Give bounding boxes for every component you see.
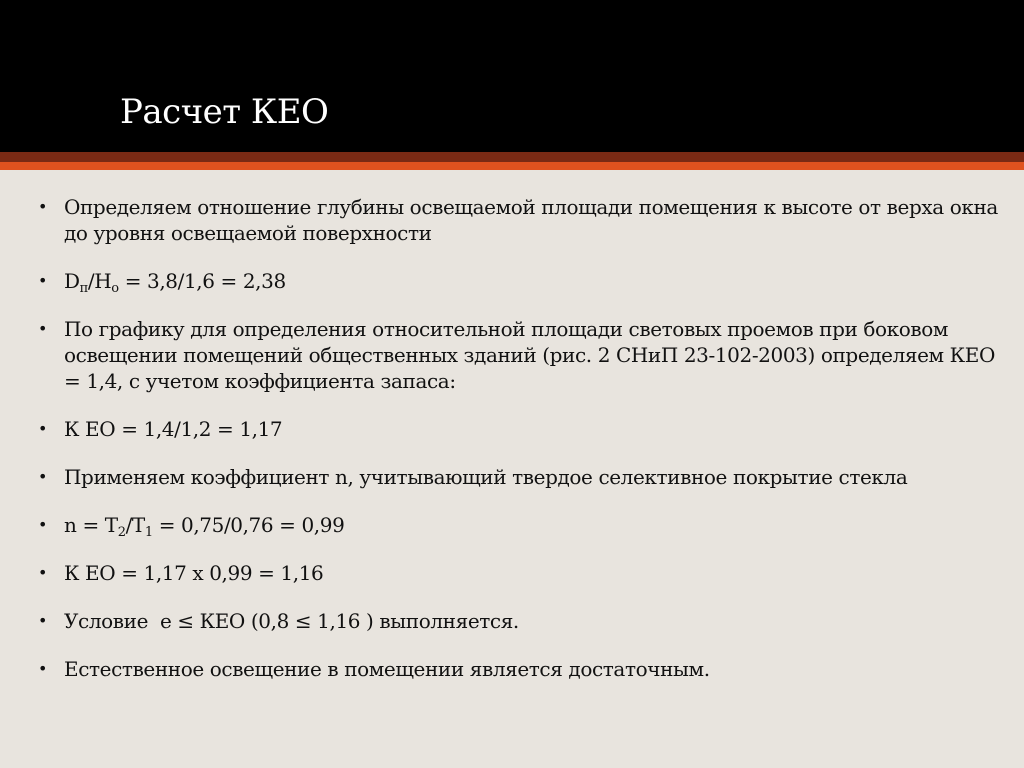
item-text: К ЕО = 1,4/1,2 = 1,17	[64, 417, 283, 441]
item-text: Естественное освещение в помещении является достаточным.	[64, 657, 710, 681]
bullet-icon: •	[38, 319, 48, 338]
bullet-icon: •	[38, 271, 48, 290]
header-accent-stripe-orange	[0, 162, 1024, 170]
formula-t1: /T	[125, 513, 145, 537]
bullet-icon: •	[38, 515, 48, 534]
list-item	[38, 194, 998, 246]
formula-result: = 0,75/0,76 = 0,99	[152, 513, 345, 537]
list-item	[38, 560, 998, 586]
formula-n: n = T	[64, 513, 118, 537]
item-text: Условие е ≤ КЕО (0,8 ≤ 1,16 ) выполняется.	[64, 609, 519, 633]
list-item	[38, 464, 998, 490]
list-item	[38, 512, 998, 538]
bullet-icon: •	[38, 419, 48, 438]
slide-title: Расчет КЕО	[120, 92, 329, 132]
bullet-icon: •	[38, 659, 48, 678]
bullet-list	[38, 194, 998, 704]
formula-t2-subscript: 2	[117, 525, 126, 540]
bullet-icon: •	[38, 197, 48, 216]
item-text: К ЕО = 1,17 х 0,99 = 1,16	[64, 561, 324, 585]
list-item	[38, 608, 998, 634]
header-accent-stripe-dark	[0, 152, 1024, 162]
formula-result: = 3,8/1,6 = 2,38	[118, 269, 286, 293]
bullet-icon: •	[38, 467, 48, 486]
bullet-icon: •	[38, 611, 48, 630]
item-text: По графику для определения относительной площади световых проемов при боковом освещении помещений общественных зданий (рис. 2 СНиП 23-102-2003) определяем КЕО = 1,4, с учетом коэффициента запаса:	[64, 317, 995, 393]
bullet-icon: •	[38, 563, 48, 582]
list-item	[38, 416, 998, 442]
formula-h-subscript: о	[111, 281, 119, 296]
formula-h: /H	[87, 269, 112, 293]
item-text: Применяем коэффициент n, учитывающий твердое селективное покрытие стекла	[64, 465, 908, 489]
list-item	[38, 316, 998, 394]
list-item	[38, 268, 998, 294]
list-item	[38, 656, 998, 682]
formula-d: D	[64, 269, 80, 293]
formula-t1-subscript: 1	[144, 525, 153, 540]
formula-d-subscript: п	[79, 281, 88, 296]
item-text: Определяем отношение глубины освещаемой площади помещения к высоте от верха окна до уровня освещаемой поверхности	[64, 195, 998, 245]
